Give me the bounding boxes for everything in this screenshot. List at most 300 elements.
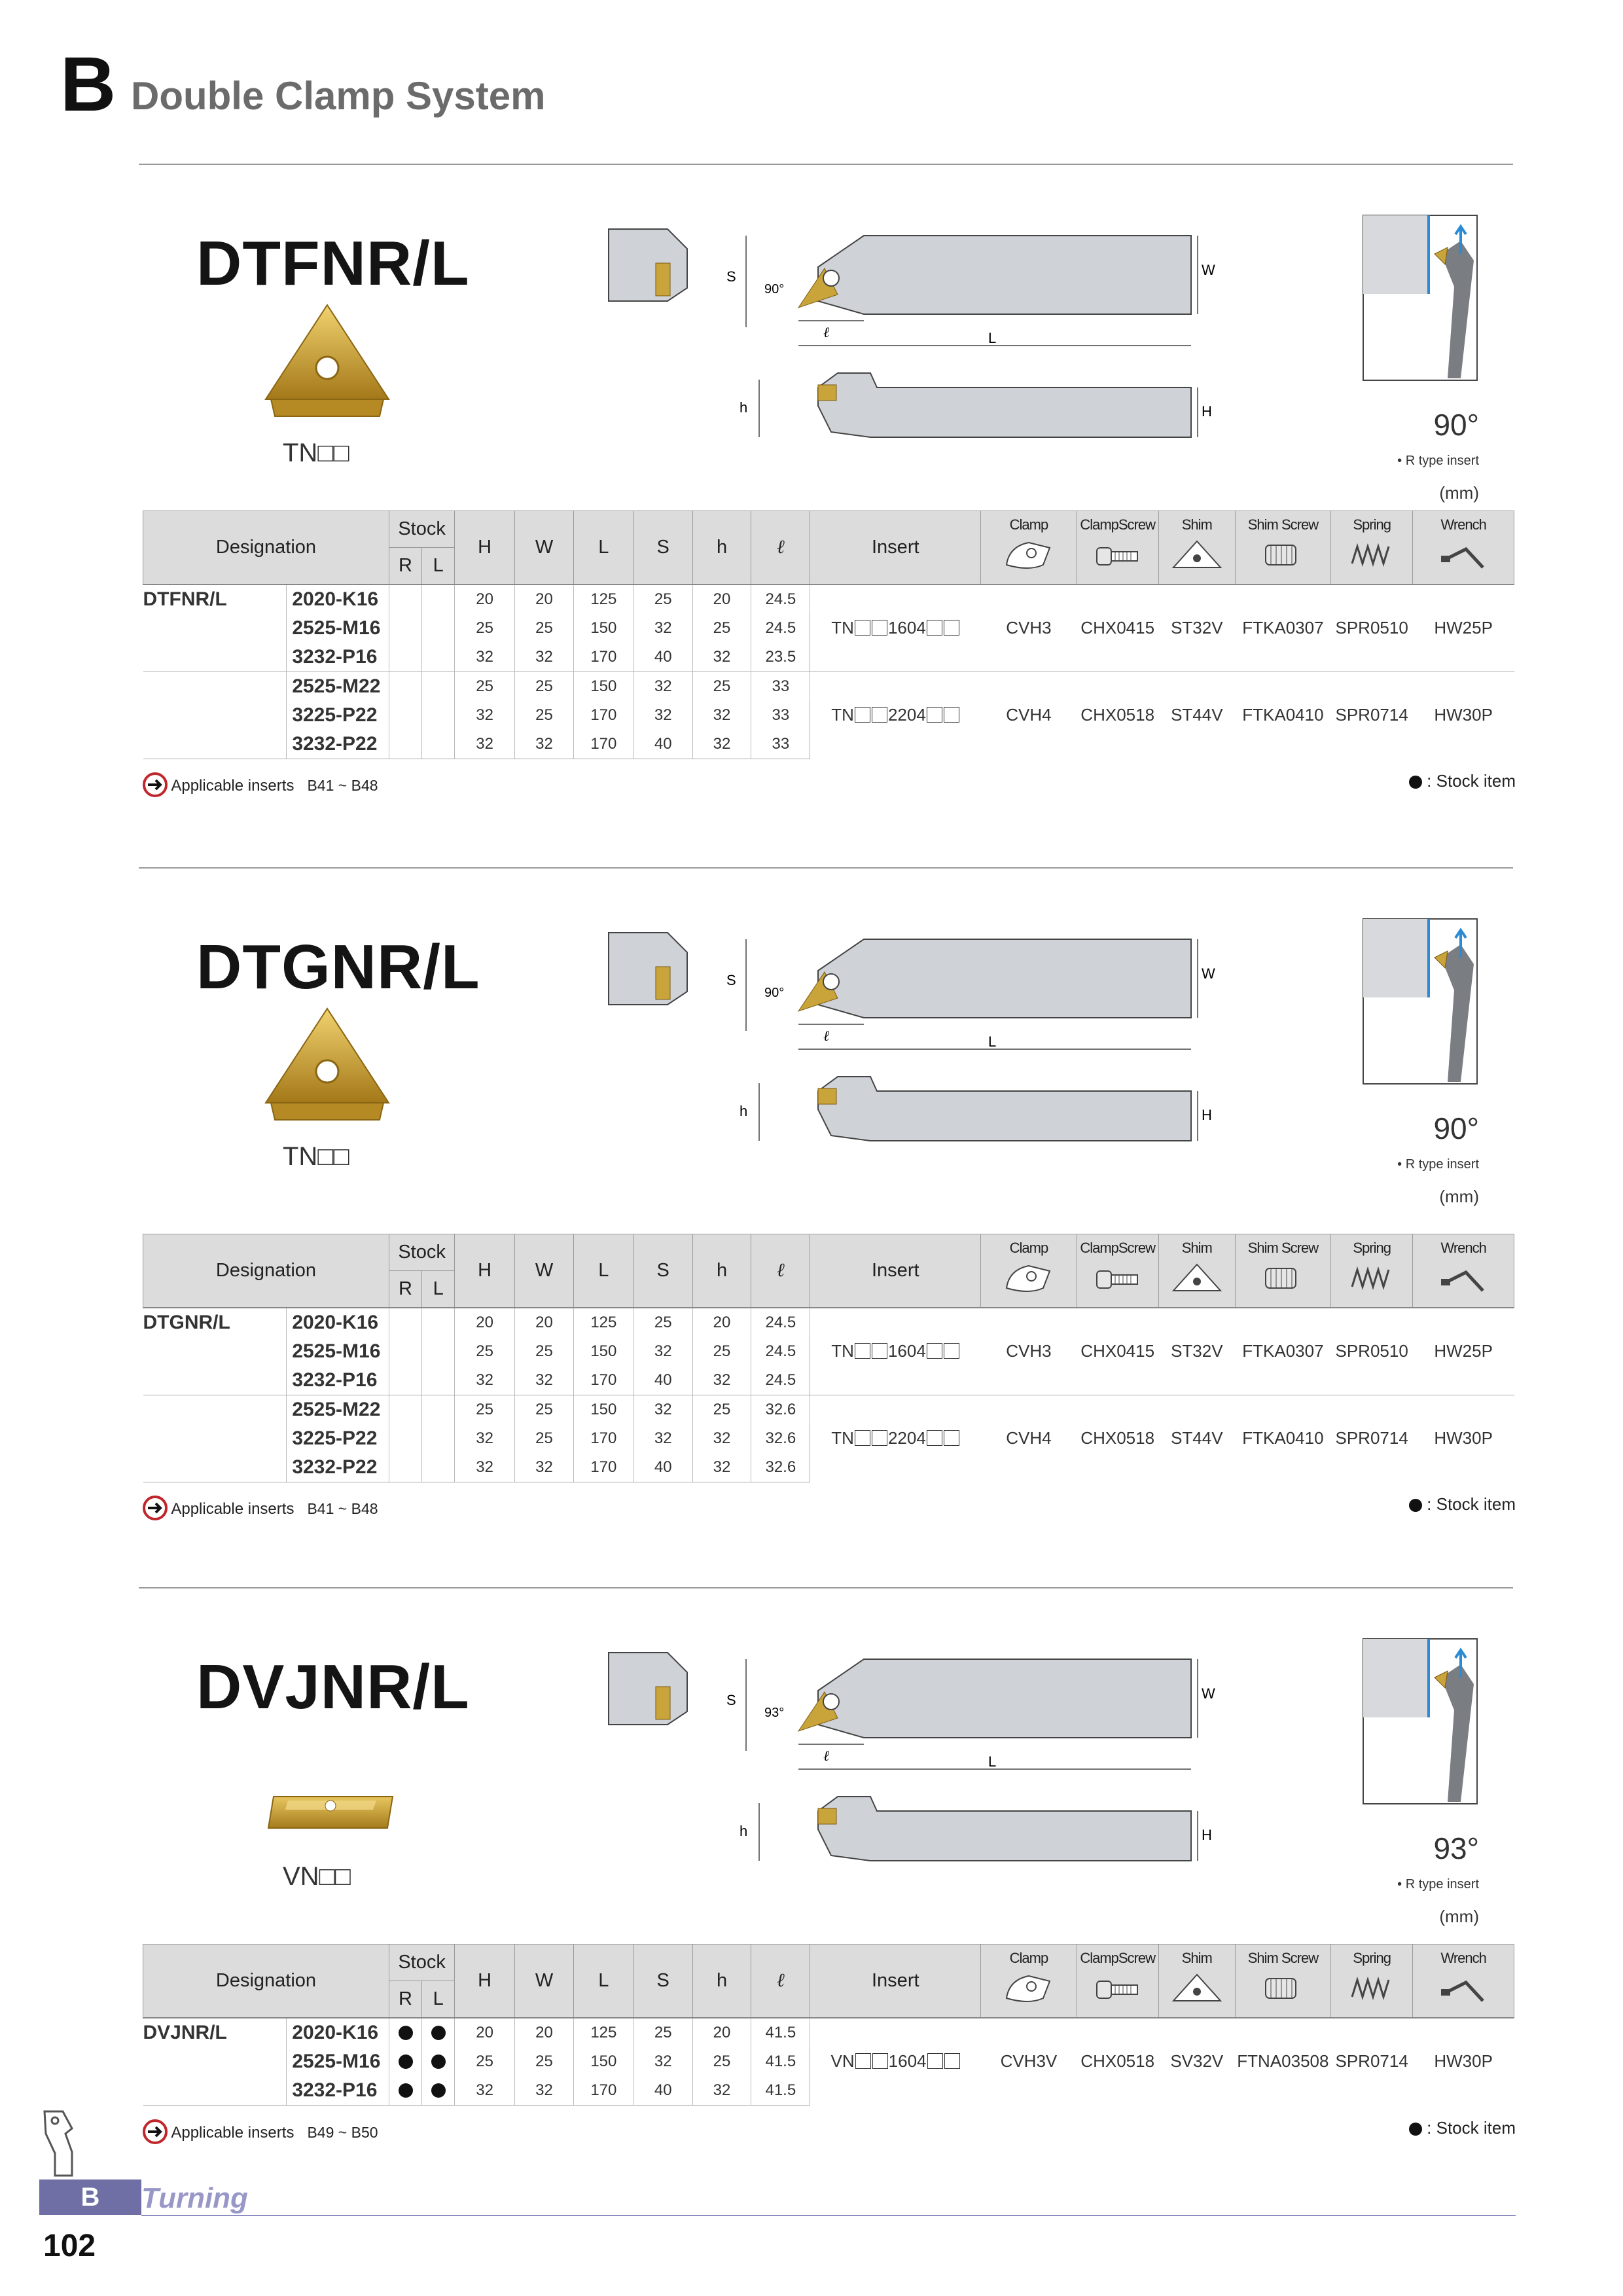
cell-Lc: 150	[573, 1337, 633, 1366]
cell-Lc: 150	[573, 2047, 633, 2076]
stock-r	[389, 643, 421, 672]
placeholder-box-icon	[944, 1430, 959, 1446]
col-W: W	[515, 1945, 574, 2018]
col-h: h	[692, 1945, 751, 2018]
unit-label: (mm)	[1439, 1187, 1479, 1206]
svg-text:W: W	[1202, 965, 1215, 982]
placeholder-box-icon	[855, 707, 870, 723]
lead-angle: 90°	[1433, 408, 1479, 442]
insert-cell: VN 1604	[810, 2018, 981, 2106]
cell-Lc: 150	[573, 1395, 633, 1424]
svg-text:ℓ: ℓ	[823, 1028, 830, 1044]
col-stock-r: R	[389, 1271, 421, 1308]
svg-text:90°: 90°	[764, 282, 785, 296]
cell-S: 32	[633, 672, 692, 701]
spring-part: SPR0714	[1331, 2018, 1413, 2106]
cell-ell: 33	[751, 730, 810, 759]
col-designation: Designation	[143, 1234, 389, 1308]
placeholder-box-icon	[927, 1430, 942, 1446]
svg-text:h: h	[740, 399, 748, 416]
cell-W: 25	[515, 2047, 574, 2076]
row-designation	[143, 701, 287, 730]
cell-Lc: 170	[573, 701, 633, 730]
cell-h: 20	[692, 1308, 751, 1337]
row-designation	[143, 1424, 287, 1453]
svg-text:90°: 90°	[764, 986, 785, 1000]
cell-H: 32	[455, 1424, 515, 1453]
col-h: h	[692, 1234, 751, 1308]
stock-l	[422, 1395, 455, 1424]
stock-l	[422, 1308, 455, 1337]
spec-table	[143, 1944, 1514, 2106]
cell-S: 40	[633, 643, 692, 672]
col-Lc: L	[573, 1945, 633, 2018]
spring-icon	[1331, 539, 1412, 573]
col-spring: Spring	[1331, 1234, 1413, 1308]
col-ell: ℓ	[751, 1234, 810, 1308]
wrench-part: HW25P	[1413, 1308, 1514, 1395]
table-row	[143, 1308, 1514, 1337]
col-ell: ℓ	[751, 511, 810, 584]
stock-l	[422, 2018, 455, 2047]
row-size: 3225-P22	[287, 701, 389, 730]
cell-H: 25	[455, 2047, 515, 2076]
cell-H: 20	[455, 584, 515, 614]
stock-r	[389, 730, 421, 759]
svg-text:H: H	[1202, 403, 1212, 420]
cell-W: 25	[515, 701, 574, 730]
spring-icon	[1331, 1972, 1412, 2006]
cell-H: 32	[455, 730, 515, 759]
row-designation	[143, 2076, 287, 2106]
stock-l	[422, 2076, 455, 2106]
stock-r	[389, 672, 421, 701]
page-number: 102	[43, 2229, 96, 2263]
row-designation	[143, 1366, 287, 1395]
stock-l	[422, 2047, 455, 2076]
placeholder-box-icon	[855, 620, 870, 636]
dim-S: S	[726, 972, 736, 988]
cell-ell: 41.5	[751, 2076, 810, 2106]
cell-ell: 33	[751, 672, 810, 701]
stock-r	[389, 614, 421, 643]
stock-r	[389, 1453, 421, 1482]
shim-icon	[1159, 539, 1235, 573]
row-size: 3232-P22	[287, 730, 389, 759]
cell-S: 32	[633, 1424, 692, 1453]
svg-text:L: L	[988, 1033, 997, 1050]
shim-part: ST44V	[1158, 672, 1235, 759]
placeholder-box-icon	[927, 707, 942, 723]
page-title: Double Clamp System	[131, 74, 546, 118]
shim-icon	[1159, 1262, 1235, 1296]
cell-Lc: 170	[573, 1424, 633, 1453]
shimscrew-icon	[1236, 1262, 1330, 1296]
col-shim: Shim	[1158, 1234, 1235, 1308]
insert-cell: TN 1604	[810, 584, 981, 672]
cell-ell: 41.5	[751, 2018, 810, 2047]
stock-r	[389, 1308, 421, 1337]
clamp-icon	[981, 539, 1076, 573]
cell-H: 20	[455, 2018, 515, 2047]
col-insert: Insert	[810, 1945, 981, 2018]
stock-l	[422, 672, 455, 701]
cell-H: 32	[455, 1453, 515, 1482]
applicable-inserts-note: Applicable inserts B41 ~ B48	[143, 772, 378, 797]
shimscrew-part: FTKA0410	[1235, 672, 1330, 759]
col-clamp: Clamp	[981, 1945, 1077, 2018]
cell-Lc: 125	[573, 2018, 633, 2047]
cell-W: 20	[515, 2018, 574, 2047]
lead-angle: 93°	[1433, 1831, 1479, 1865]
cell-ell: 24.5	[751, 1366, 810, 1395]
cell-S: 32	[633, 2047, 692, 2076]
cell-h: 20	[692, 2018, 751, 2047]
cell-h: 25	[692, 1395, 751, 1424]
cell-W: 32	[515, 643, 574, 672]
cell-h: 32	[692, 1366, 751, 1395]
cell-W: 32	[515, 1453, 574, 1482]
row-size: 3225-P22	[287, 1424, 389, 1453]
col-shimscrew: Shim Screw	[1235, 1234, 1330, 1308]
row-designation	[143, 730, 287, 759]
stock-l	[422, 701, 455, 730]
col-shim: Shim	[1158, 511, 1235, 584]
stock-r	[389, 1424, 421, 1453]
cell-S: 25	[633, 1308, 692, 1337]
svg-text:ℓ: ℓ	[823, 1748, 830, 1764]
col-W: W	[515, 1234, 574, 1308]
insert-cell: TN 1604	[810, 1308, 981, 1395]
cell-H: 32	[455, 2076, 515, 2106]
cell-S: 40	[633, 730, 692, 759]
stock-l	[422, 730, 455, 759]
placeholder-box-icon	[927, 620, 942, 636]
cell-Lc: 170	[573, 1453, 633, 1482]
stock-l	[422, 1453, 455, 1482]
operation-diagram	[1363, 1638, 1478, 1808]
applicable-arrow-icon	[143, 1500, 168, 1518]
insert-code: TN□□	[283, 1142, 349, 1171]
row-size: 2525-M16	[287, 614, 389, 643]
holder-drawing	[602, 216, 1257, 455]
shimscrew-part: FTKA0410	[1235, 1395, 1330, 1482]
section-rule	[139, 867, 1513, 869]
col-clampscrew: ClampScrew	[1077, 511, 1158, 584]
placeholder-box-icon	[855, 1343, 870, 1359]
cell-H: 25	[455, 1337, 515, 1366]
insert-cell: TN 2204	[810, 1395, 981, 1482]
col-S: S	[633, 1945, 692, 2018]
cell-h: 25	[692, 2047, 751, 2076]
col-clamp: Clamp	[981, 1234, 1077, 1308]
col-h: h	[692, 511, 751, 584]
cell-ell: 24.5	[751, 584, 810, 614]
r-type-note: • R type insert	[1397, 1877, 1479, 1892]
stock-dot-icon	[431, 2026, 446, 2040]
row-designation	[143, 1395, 287, 1424]
cell-Lc: 125	[573, 584, 633, 614]
clampscrew-part: CHX0518	[1077, 672, 1158, 759]
col-designation: Designation	[143, 511, 389, 584]
cell-ell: 32.6	[751, 1424, 810, 1453]
cell-ell: 33	[751, 701, 810, 730]
table-row	[143, 584, 1514, 614]
clampscrew-part: CHX0518	[1077, 2018, 1158, 2106]
shim-part: ST32V	[1158, 1308, 1235, 1395]
holder-thumbnail-icon	[41, 2108, 86, 2181]
col-wrench: Wrench	[1413, 511, 1514, 584]
cell-W: 25	[515, 1395, 574, 1424]
clamp-part: CVH4	[981, 672, 1077, 759]
stock-r	[389, 1395, 421, 1424]
col-stock: Stock	[389, 1945, 454, 1981]
clampscrew-icon	[1077, 539, 1158, 573]
shim-part: SV32V	[1158, 2018, 1235, 2106]
cell-h: 32	[692, 1453, 751, 1482]
model-title: DTGNR/L	[196, 932, 480, 1002]
cell-Lc: 150	[573, 614, 633, 643]
holder-drawing	[602, 1640, 1257, 1878]
spring-part: SPR0510	[1331, 584, 1413, 672]
cell-H: 25	[455, 672, 515, 701]
cell-S: 40	[633, 1366, 692, 1395]
stock-l	[422, 584, 455, 614]
clamp-part: CVH4	[981, 1395, 1077, 1482]
col-ell: ℓ	[751, 1945, 810, 2018]
cell-Lc: 170	[573, 643, 633, 672]
unit-label: (mm)	[1439, 483, 1479, 503]
spring-part: SPR0510	[1331, 1308, 1413, 1395]
svg-text:W: W	[1202, 1685, 1215, 1702]
placeholder-box-icon	[927, 1343, 942, 1359]
spring-icon	[1331, 1262, 1412, 1296]
cell-h: 32	[692, 643, 751, 672]
cell-H: 32	[455, 1366, 515, 1395]
cell-h: 20	[692, 584, 751, 614]
placeholder-box-icon	[872, 2053, 888, 2069]
cell-W: 25	[515, 1337, 574, 1366]
cell-ell: 41.5	[751, 2047, 810, 2076]
row-size: 2525-M16	[287, 2047, 389, 2076]
clampscrew-part: CHX0518	[1077, 1395, 1158, 1482]
placeholder-box-icon	[927, 2053, 943, 2069]
row-size: 2020-K16	[287, 2018, 389, 2047]
clamp-part: CVH3	[981, 584, 1077, 672]
cell-ell: 23.5	[751, 643, 810, 672]
stock-r	[389, 584, 421, 614]
placeholder-box-icon	[944, 707, 959, 723]
model-title: DVJNR/L	[196, 1652, 470, 1722]
row-size: 3232-P16	[287, 1366, 389, 1395]
placeholder-box-icon	[855, 1430, 870, 1446]
svg-text:W: W	[1202, 262, 1215, 278]
r-type-note: • R type insert	[1397, 1157, 1479, 1172]
col-spring: Spring	[1331, 511, 1413, 584]
cell-S: 32	[633, 614, 692, 643]
stock-dot-icon	[399, 2054, 413, 2069]
cell-W: 25	[515, 672, 574, 701]
section-rule	[139, 1587, 1513, 1588]
cell-W: 20	[515, 1308, 574, 1337]
stock-l	[422, 1366, 455, 1395]
col-Lc: L	[573, 1234, 633, 1308]
col-H: H	[455, 511, 515, 584]
row-size: 3232-P16	[287, 643, 389, 672]
cell-ell: 32.6	[751, 1453, 810, 1482]
placeholder-box-icon	[872, 1430, 887, 1446]
wrench-part: HW30P	[1413, 2018, 1514, 2106]
row-designation	[143, 614, 287, 643]
shim-part: ST44V	[1158, 1395, 1235, 1482]
svg-text:L: L	[988, 1753, 997, 1770]
cell-W: 32	[515, 2076, 574, 2106]
cell-Lc: 125	[573, 1308, 633, 1337]
table-row	[143, 2018, 1514, 2047]
svg-text:H: H	[1202, 1827, 1212, 1843]
col-stock-l: L	[422, 1981, 455, 2018]
shimscrew-icon	[1236, 539, 1330, 573]
row-size: 2020-K16	[287, 1308, 389, 1337]
col-shimscrew: Shim Screw	[1235, 511, 1330, 584]
clamp-part: CVH3V	[981, 2018, 1077, 2106]
stock-l	[422, 1337, 455, 1366]
applicable-arrow-icon	[143, 777, 168, 795]
cell-h: 25	[692, 614, 751, 643]
cell-Lc: 170	[573, 2076, 633, 2106]
col-S: S	[633, 1234, 692, 1308]
placeholder-box-icon	[944, 2053, 960, 2069]
col-designation: Designation	[143, 1945, 389, 2018]
cell-H: 32	[455, 701, 515, 730]
stock-dot-icon	[431, 2054, 446, 2069]
col-stock-r: R	[389, 1981, 421, 2018]
row-designation	[143, 1453, 287, 1482]
wrench-icon	[1413, 1972, 1514, 2006]
insert-image	[262, 1005, 393, 1126]
clamp-icon	[981, 1262, 1076, 1296]
shimscrew-icon	[1236, 1972, 1330, 2006]
col-stock: Stock	[389, 1234, 454, 1271]
cell-S: 40	[633, 1453, 692, 1482]
col-wrench: Wrench	[1413, 1234, 1514, 1308]
svg-text:h: h	[740, 1823, 748, 1839]
stock-dot-icon	[1409, 1499, 1422, 1512]
placeholder-box-icon	[872, 1343, 887, 1359]
stock-l	[422, 643, 455, 672]
row-designation: DVJNR/L	[143, 2018, 287, 2047]
clampscrew-icon	[1077, 1972, 1158, 2006]
stock-dot-icon	[431, 2083, 446, 2098]
row-designation	[143, 672, 287, 701]
col-spring: Spring	[1331, 1945, 1413, 2018]
cell-Lc: 170	[573, 1366, 633, 1395]
footer-rule	[141, 2215, 1516, 2216]
unit-label: (mm)	[1439, 1907, 1479, 1926]
cell-ell: 32.6	[751, 1395, 810, 1424]
cell-S: 32	[633, 1337, 692, 1366]
clampscrew-part: CHX0415	[1077, 584, 1158, 672]
spring-part: SPR0714	[1331, 672, 1413, 759]
stock-r	[389, 2018, 421, 2047]
section-tab: B	[39, 2179, 141, 2215]
row-designation: DTFNR/L	[143, 584, 287, 614]
col-stock-l: L	[422, 1271, 455, 1308]
cell-h: 25	[692, 1337, 751, 1366]
insert-code: TN□□	[283, 439, 349, 467]
col-stock-r: R	[389, 548, 421, 584]
cell-W: 32	[515, 1366, 574, 1395]
model-title: DTFNR/L	[196, 228, 470, 298]
col-Lc: L	[573, 511, 633, 584]
wrench-part: HW30P	[1413, 1395, 1514, 1482]
clamp-part: CVH3	[981, 1308, 1077, 1395]
wrench-icon	[1413, 539, 1514, 573]
stock-r	[389, 1337, 421, 1366]
col-H: H	[455, 1945, 515, 2018]
stock-item-legend: : Stock item	[1319, 2118, 1516, 2138]
applicable-arrow-icon	[143, 2124, 168, 2142]
holder-drawing	[602, 920, 1257, 1158]
col-stock: Stock	[389, 511, 454, 548]
svg-text:L: L	[988, 330, 997, 346]
row-size: 2020-K16	[287, 584, 389, 614]
shim-part: ST32V	[1158, 584, 1235, 672]
wrench-part: HW30P	[1413, 672, 1514, 759]
dim-S: S	[726, 1692, 736, 1708]
svg-text:ℓ: ℓ	[823, 324, 830, 340]
cell-W: 25	[515, 1424, 574, 1453]
col-clampscrew: ClampScrew	[1077, 1945, 1158, 2018]
table-row	[143, 1395, 1514, 1424]
stock-dot-icon	[399, 2026, 413, 2040]
row-size: 2525-M22	[287, 672, 389, 701]
section-letter: B	[60, 41, 116, 128]
svg-text:93°: 93°	[764, 1706, 785, 1720]
col-clampscrew: ClampScrew	[1077, 1234, 1158, 1308]
col-insert: Insert	[810, 511, 981, 584]
col-H: H	[455, 1234, 515, 1308]
cell-h: 32	[692, 2076, 751, 2106]
cell-ell: 24.5	[751, 614, 810, 643]
stock-dot-icon	[1409, 776, 1422, 789]
insert-image	[262, 301, 393, 422]
col-shimscrew: Shim Screw	[1235, 1945, 1330, 2018]
col-insert: Insert	[810, 1234, 981, 1308]
wrench-icon	[1413, 1262, 1514, 1296]
cell-h: 32	[692, 701, 751, 730]
operation-diagram	[1363, 215, 1478, 384]
lead-angle: 90°	[1433, 1111, 1479, 1145]
row-size: 2525-M22	[287, 1395, 389, 1424]
stock-dot-icon	[399, 2083, 413, 2098]
row-designation	[143, 1337, 287, 1366]
cell-ell: 24.5	[751, 1308, 810, 1337]
cell-ell: 24.5	[751, 1337, 810, 1366]
cell-W: 25	[515, 614, 574, 643]
row-size: 3232-P22	[287, 1453, 389, 1482]
cell-H: 20	[455, 1308, 515, 1337]
cell-S: 25	[633, 584, 692, 614]
placeholder-box-icon	[944, 1343, 959, 1359]
placeholder-box-icon	[872, 620, 887, 636]
applicable-inserts-note: Applicable inserts B41 ~ B48	[143, 1496, 378, 1520]
spec-table	[143, 1234, 1514, 1482]
clamp-icon	[981, 1972, 1076, 2006]
table-row	[143, 672, 1514, 701]
dim-S: S	[726, 268, 736, 285]
stock-r	[389, 2047, 421, 2076]
